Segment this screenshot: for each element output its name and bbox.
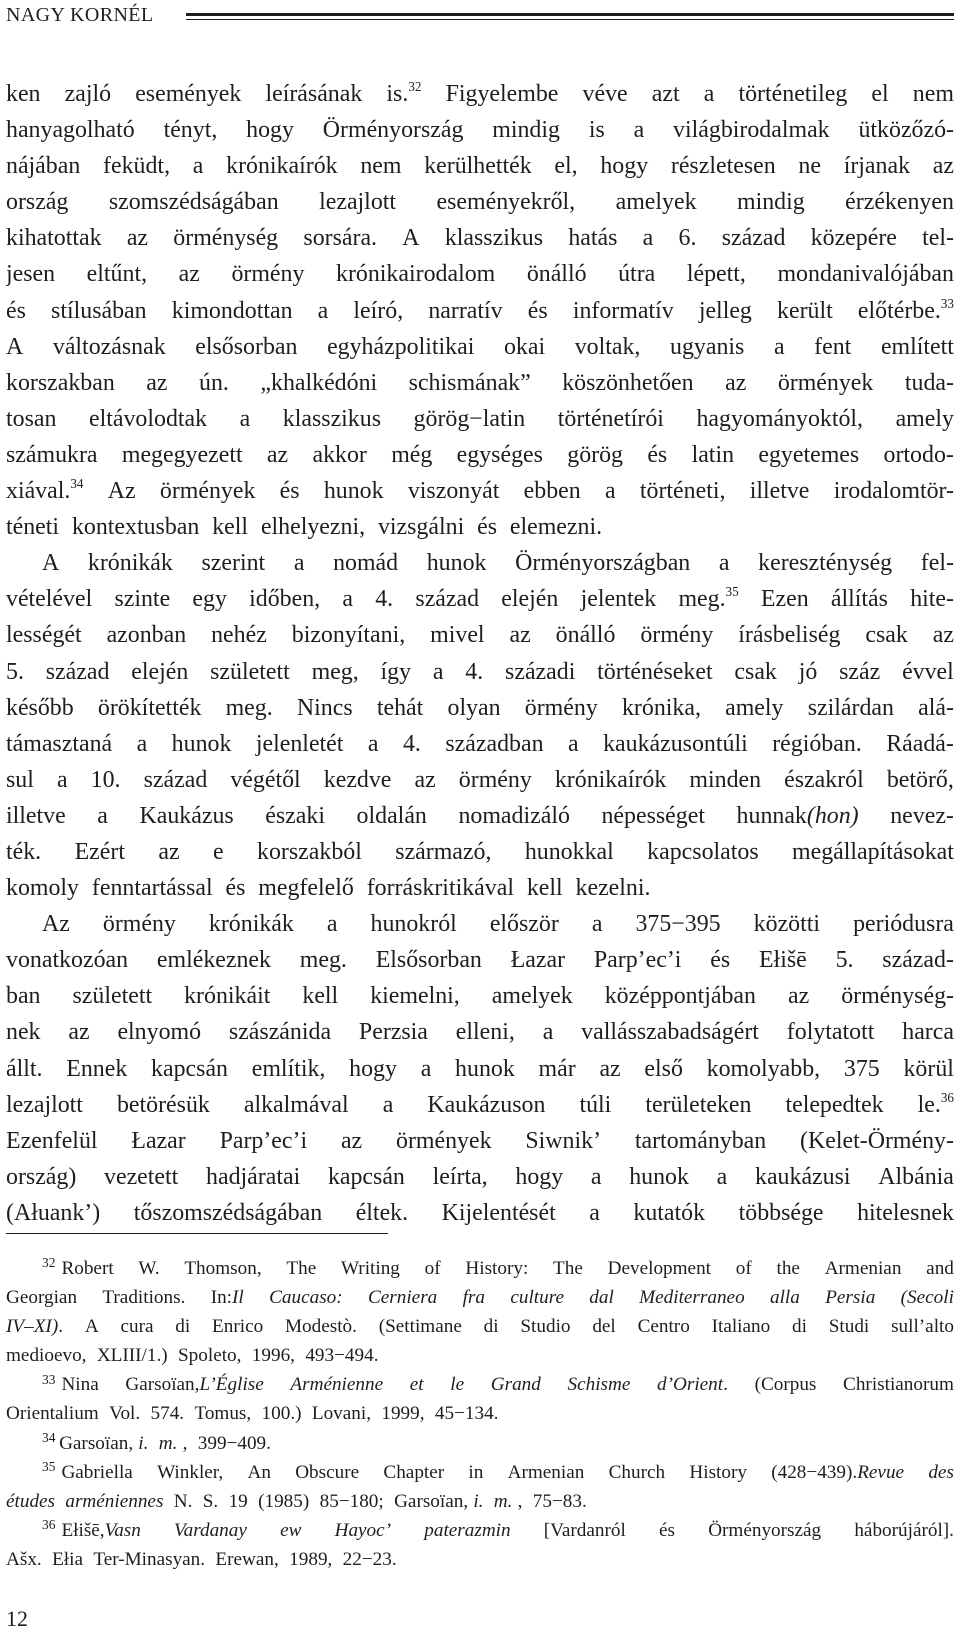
text-line: nek az elnyomó szászánida Perzsia elleni, a vallásszabadságért folytatott harca bbox=[6, 1019, 954, 1046]
text-line: lezajlott betörésük alkalmával a Kaukázuson túli területeken telepedtek le.$^{36}$ bbox=[6, 1089, 954, 1118]
text-line: támasztaná a hunok jelenletét a 4. században a kaukázusontúli régióban. Ráadá- bbox=[6, 730, 954, 757]
text-line: Ašx. Ełia Ter-Minasyan. Erewan, 1989, 22−23. bbox=[6, 1548, 397, 1570]
page-header bbox=[6, 4, 954, 30]
footnotes bbox=[6, 1254, 954, 1574]
text-line: Georgian Traditions. In:Il Caucaso: Cerniera fra culture dal Mediterraneo alla Persia (Secoli bbox=[6, 1287, 954, 1309]
text-line: $^{33}$ Nina Garsoïan,L’Église Arménienne et le Grand Schisme d’Orient. (Corpus Christianorum bbox=[42, 1371, 954, 1396]
text-line: $^{34}$ Garsoïan, i. m. , 399−409. bbox=[42, 1429, 271, 1454]
text-line: tosan eltávolodtak a klasszikus görög−latin történetírói hagyományoktól, amely bbox=[6, 405, 954, 432]
text-line: (Ałuank’) tőszomszédságában éltek. Kijelentését a kutatók többsége hitelesnek bbox=[6, 1199, 954, 1226]
footnote-35 bbox=[6, 1458, 954, 1516]
text-line: vonatkozóan emlékeznek meg. Elsősorban Łazar Parp’ec’i és Ełišē 5. század- bbox=[6, 947, 954, 974]
text-line: A változásnak elsősorban egyházpolitikai okai voltak, ugyanis a fent említett bbox=[6, 333, 954, 360]
text-line: medioevo, XLIII/1.) Spoleto, 1996, 493−494. bbox=[6, 1345, 379, 1367]
text-line: nájában feküdt, a krónikaírók nem kerülhették el, hogy részletesen ne írjanak az bbox=[6, 153, 954, 180]
text-line: ték. Ezért az e korszakból származó, hunokkal kapcsolatos megállapításokat bbox=[6, 838, 954, 865]
footnote-number: 34 bbox=[42, 1429, 56, 1445]
text-line: korszakban az ún. „khalkédóni schismának” köszönhetően az örmények tuda- bbox=[6, 369, 954, 396]
text-line: $^{32}$ Robert W. Thomson, The Writing of History: The Development of the Armenian and bbox=[42, 1255, 954, 1279]
text-line: études arméniennes N. S. 19 (1985) 85−180; Garsoïan, i. m. , 75−83. bbox=[6, 1490, 587, 1512]
text-line: és stílusában kimondottan a leíró, narratív és informatív jelleg került előtérbe.$^{33}$ bbox=[6, 295, 954, 324]
text-line: Orientalium Vol. 574. Tomus, 100.) Lovani, 1999, 45−134. bbox=[6, 1403, 499, 1425]
text-line: ország) vezetett hadjáratai kapcsán leírta, hogy a hunok a kaukázusi Albánia bbox=[6, 1163, 954, 1190]
footnote-32 bbox=[6, 1254, 954, 1370]
page-number: 12 bbox=[6, 1606, 28, 1631]
text-line: ken zajló események leírásának is.$^{32}$ Figyelembe véve azt a történetileg el nem bbox=[6, 79, 954, 107]
main-text bbox=[6, 76, 954, 1231]
footnote-separator bbox=[6, 1233, 388, 1234]
text-line: lességét azonban nehéz bizonyítani, mivel az önálló örmény írásbeliség csak az bbox=[6, 622, 954, 649]
text-line: A krónikák szerint a nomád hunok Örményországban a kereszténység fel- bbox=[42, 550, 954, 577]
text-line: 5. század elején született meg, így a 4. századi történéseket csak jó száz évvel bbox=[6, 658, 954, 685]
text-line: ország szomszédságában lezajlott eseményekről, amelyek mindig érzékenyen bbox=[6, 189, 954, 216]
text-line: xiával.$^{34}$ Az örmények és hunok viszonyát ebben a történeti, illetve irodalomtör- bbox=[6, 476, 954, 505]
footnote-36 bbox=[6, 1516, 954, 1574]
footnote-number: 33 bbox=[42, 1371, 56, 1387]
footnote-number: 36 bbox=[42, 1517, 56, 1533]
header-rule-thin bbox=[186, 19, 954, 20]
text-line: sul a 10. század végétől kezdve az örmény krónikaírók minden északról betörő, bbox=[6, 766, 954, 793]
header-rule-thick bbox=[186, 13, 954, 16]
text-line: később örökítették meg. Nincs tehát olyan örmény krónika, amely szilárdan alá- bbox=[6, 694, 954, 721]
footnote-34 bbox=[6, 1429, 954, 1458]
text-line: Az örmény krónikák a hunokról először a 375−395 közötti periódusra bbox=[42, 911, 954, 938]
text-line: IV–XI). A cura di Enrico Modestò. (Settimane di Studio del Centro Italiano di Studi sull’alto bbox=[6, 1316, 954, 1338]
text-line: ban született krónikáit kell kiemelni, amelyek középpontjában az örménység- bbox=[6, 983, 954, 1010]
footnote-number: 35 bbox=[42, 1458, 56, 1474]
text-line: kihatottak az örménység sorsára. A klasszikus hatás a 6. század közepére tel- bbox=[6, 225, 954, 252]
text-line: $^{35}$ Gabriella Winkler, An Obscure Chapter in Armenian Church History (428−439).Revue des bbox=[42, 1458, 954, 1483]
text-line: $^{36}$ Ełišē,Vasn Vardanay ew Hayoc’ paterazmin [Vardanról és Örményország háborújáról]. bbox=[42, 1517, 954, 1541]
text-line: Ezenfelül Łazar Parp’ec’i az örmények Siwnik’ tartományban (Kelet-Örmény- bbox=[6, 1127, 954, 1154]
text-line: komoly fenntartással és megfelelő forráskritikával kell kezelni. bbox=[6, 875, 651, 902]
text-line: téneti kontextusban kell elhelyezni, vizsgálni és elemezni. bbox=[6, 514, 603, 541]
text-line: illetve a Kaukázus északi oldalán nomadizáló népességet hunnak(hon) nevez- bbox=[6, 802, 954, 829]
running-head: NAGY KORNÉL bbox=[6, 4, 154, 26]
footnote-33 bbox=[6, 1370, 954, 1428]
text-line: jesen eltűnt, az örmény krónikairodalom önálló útra lépett, mondanivalójában bbox=[6, 261, 954, 288]
text-line: számukra megegyezett az akkor még egységes görög és latin egyetemes ortodo- bbox=[6, 441, 954, 468]
text-line: állt. Ennek kapcsán említik, hogy a hunok már az első komolyabb, 375 körül bbox=[6, 1055, 954, 1082]
text-line: hanyagolható tényt, hogy Örményország mindig is a világbirodalmak ütközőzó- bbox=[6, 117, 954, 144]
footnote-number: 32 bbox=[42, 1255, 56, 1271]
text-line: vételével szinte egy időben, a 4. század elején jelentek meg.$^{35}$ Ezen állítás hite- bbox=[6, 584, 954, 613]
